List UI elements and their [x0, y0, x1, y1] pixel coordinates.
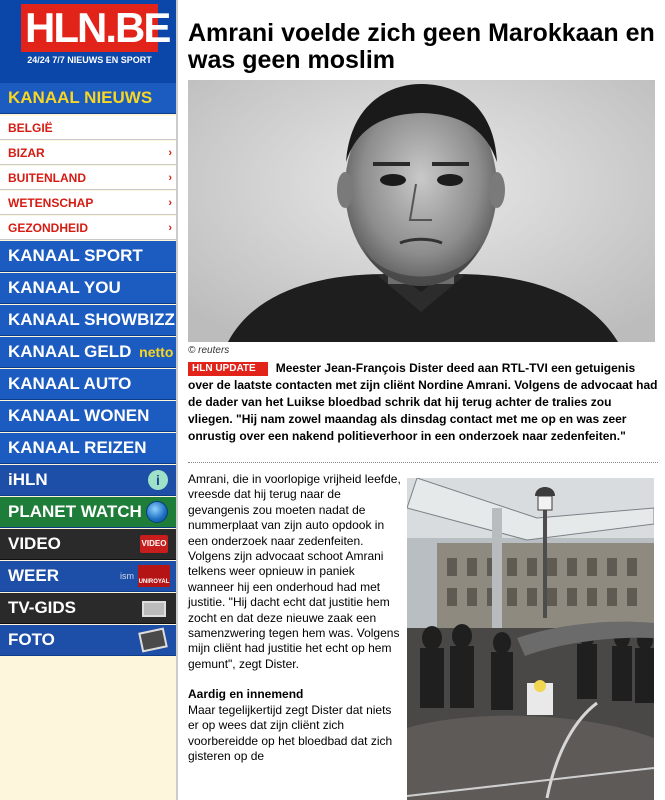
nav-kanaal-geld[interactable] — [0, 337, 176, 368]
nav-label: VIDEO — [8, 534, 61, 553]
nav-kanaal-you[interactable] — [0, 273, 176, 304]
nav-label: KANAAL SPORT — [8, 246, 143, 265]
subnav-item-wetenschap[interactable] — [0, 191, 176, 215]
nav-video[interactable] — [0, 529, 176, 560]
subnav-label: WETENSCHAP — [8, 196, 94, 210]
subnav-item-buitenland[interactable] — [0, 166, 176, 190]
nav-label: KANAAL AUTO — [8, 374, 132, 393]
globe-icon — [146, 501, 168, 523]
nav-weer[interactable] — [0, 561, 176, 592]
photo-icon — [138, 628, 168, 653]
chevron-right-icon: › — [168, 222, 172, 234]
article — [176, 0, 665, 800]
sidebar — [0, 0, 176, 800]
uniroyal-logo-icon: UNIROYAL — [138, 565, 170, 587]
article-subhead: Aardig en innemend — [188, 687, 304, 702]
nav-tv-gids[interactable] — [0, 593, 176, 624]
subnav-item-belgie[interactable] — [0, 116, 176, 140]
scene-photo[interactable] — [407, 478, 654, 800]
subnav-label: BELGIË — [8, 121, 53, 135]
logo-text: HLN.BE — [21, 4, 158, 52]
nav-kanaal-nieuws[interactable] — [0, 83, 176, 114]
nav-label: KANAAL WONEN — [8, 406, 150, 425]
nav-kanaal-wonen[interactable] — [0, 401, 176, 432]
nav-label: KANAAL NIEUWS — [8, 88, 153, 107]
chevron-right-icon: › — [168, 172, 172, 184]
article-body — [188, 472, 403, 779]
logo-tagline: 24/24 7/7 NIEUWS EN SPORT — [27, 55, 152, 65]
article-intro — [188, 360, 658, 445]
nav-label: TV-GIDS — [8, 598, 77, 617]
nav-ihln[interactable] — [0, 465, 176, 496]
intro-text: Meester Jean-François Dister deed aan RTL-TVI een getuigenis over de laatste contacten met zijn cliënt Nordine Amrani. Volgens de advocaat had de dader van het Luikse bloedbad schrik dat hij terug achter de tralies zou vliegen. "Hij nam zowel maandag als dinsdag contact met me op en was zeer onrustig over een nakend politieverhoor in een onderzoek naar zedenfeiten." — [188, 361, 658, 443]
sponsor-label: ism — [120, 571, 134, 581]
chevron-right-icon: › — [168, 197, 172, 209]
netto-label: netto — [139, 344, 174, 360]
hero-photo[interactable] — [188, 80, 655, 342]
nav-kanaal-sport[interactable] — [0, 241, 176, 272]
nav-kanaal-showbizz[interactable] — [0, 305, 176, 336]
subnav-label: BUITENLAND — [8, 171, 86, 185]
chevron-right-icon: › — [168, 147, 172, 159]
nav-label: KANAAL YOU — [8, 278, 121, 297]
article-headline: Amrani voelde zich geen Marokkaan en was geen moslim — [188, 19, 655, 74]
nav-label: iHLN — [8, 470, 48, 489]
street-scene-photo — [407, 478, 654, 800]
nav-label: FOTO — [8, 630, 55, 649]
video-icon: VIDEO — [140, 535, 168, 553]
tv-icon — [142, 601, 166, 617]
hln-update-badge: HLN UPDATE — [188, 362, 268, 376]
nav-label: KANAAL SHOWBIZZ — [8, 310, 175, 329]
subnav-item-bizar[interactable] — [0, 141, 176, 165]
nav-kanaal-reizen[interactable] — [0, 433, 176, 464]
nav-foto[interactable] — [0, 625, 176, 656]
divider — [188, 462, 658, 463]
info-icon: i — [148, 470, 168, 490]
nav-kanaal-auto[interactable] — [0, 369, 176, 400]
nav-label: WEER — [8, 566, 59, 585]
nav-label: KANAAL REIZEN — [8, 438, 147, 457]
subnav-label: BIZAR — [8, 146, 45, 160]
nav-label: KANAAL GELD — [8, 342, 132, 361]
body-paragraph: Amrani, die in voorlopige vrijheid leefde, vreesde dat hij terug naar de gevangenis zou moeten nadat de nummerplaat van zijn auto opdook in een onderzoek naar zedenfeiten. Volgens zijn advocaat schoot Amrani telkens weer opnieuw in paniek wanneer hij een onderhoud had met justitie. "Hij dacht echt dat justitie hem zocht en dat deze nieuwe zaak een samenzwering tegen hem was. Volgens mijn cliënt had justitie het echt op hem gemunt", zegt Dister. — [188, 472, 401, 671]
portrait-photo — [188, 80, 655, 342]
body-paragraph: Maar tegelijkertijd zegt Dister dat niets er op wees dat zijn cliënt zich voorbereidde op het bloedbad dat zich gisteren op de — [188, 702, 393, 763]
site-logo[interactable] — [0, 0, 176, 83]
nav-planet-watch[interactable] — [0, 497, 176, 528]
subnav-label: GEZONDHEID — [8, 221, 89, 235]
subnav-item-gezondheid[interactable] — [0, 216, 176, 240]
photo-credit: © reuters — [188, 345, 230, 356]
nav-label: PLANET WATCH — [8, 502, 142, 521]
